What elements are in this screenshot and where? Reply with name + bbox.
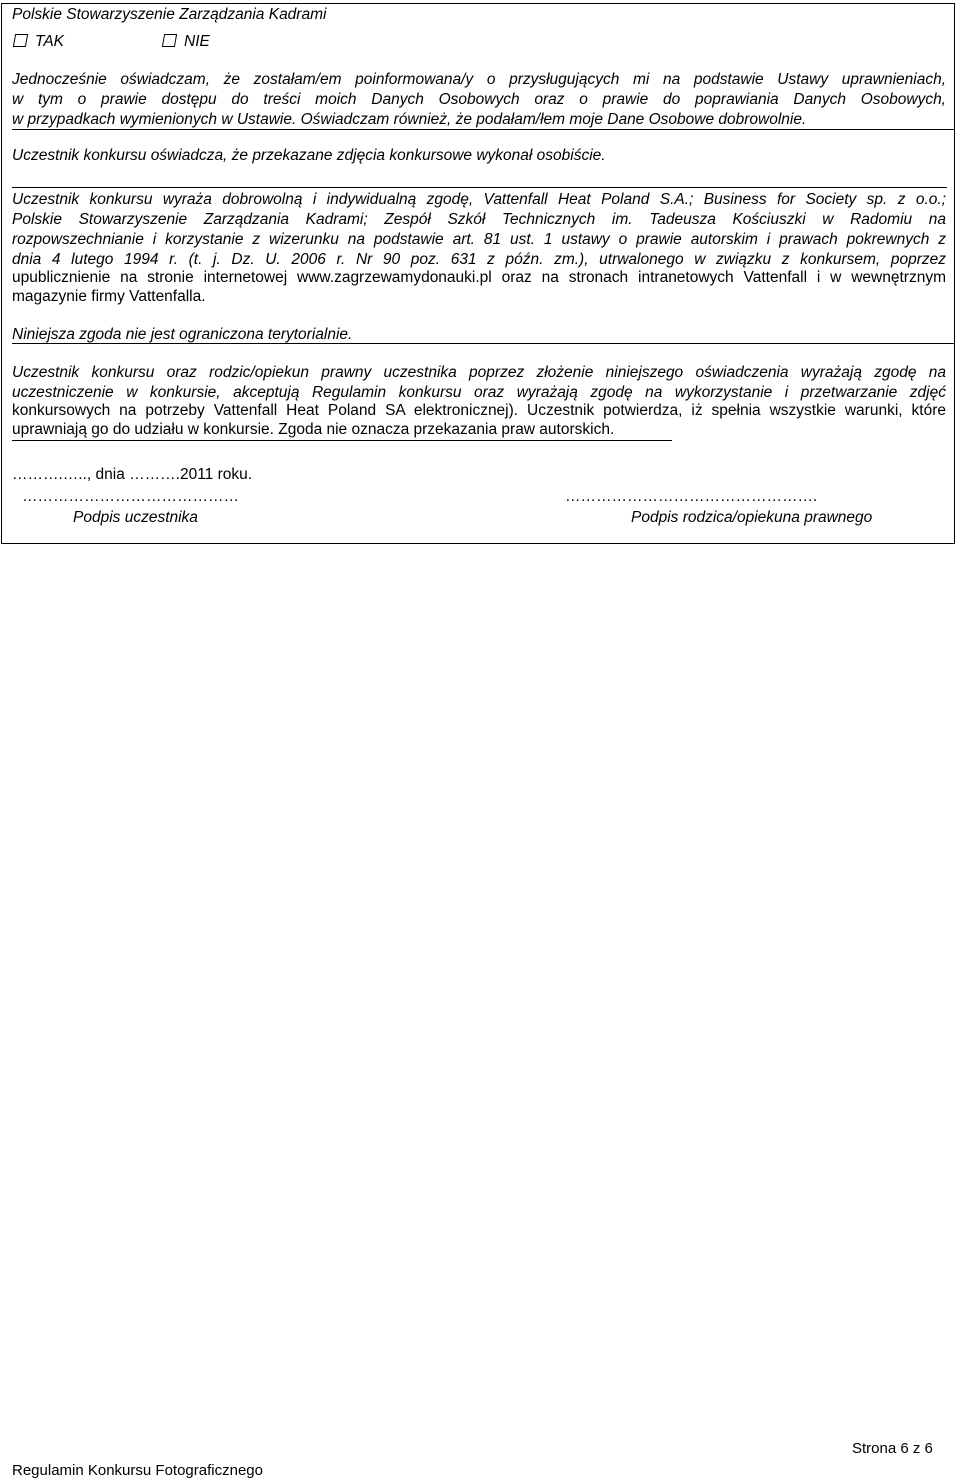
checkbox-icon[interactable] <box>162 34 177 47</box>
checkbox-icon[interactable] <box>13 34 28 47</box>
option-yes-label: TAK <box>35 33 64 50</box>
consent-line-5: upublicznienie na stronie internetowej www.zagrzewamydonauki.pl oraz na stronach intranetowych Vattenfall i w wewnętrznym <box>12 269 946 286</box>
option-yes[interactable] <box>14 32 64 52</box>
page-number: Strona 6 z 6 <box>852 1440 933 1457</box>
privacy-line-3: w przypadkach wymienionych w Ustawie. Oświadczam również, że podałam/łem moje Dane Osobowe dobrowolnie. <box>12 111 807 128</box>
participation-line-3: konkursowych na potrzeby Vattenfall Heat Poland SA elektronicznej). Uczestnik potwierdza, iż spełnia wszystkie warunki, które <box>12 402 946 419</box>
participation-line-4: uprawniają go do udziału w konkursie. Zgoda nie oznacza przekazania praw autorskich. <box>12 421 615 438</box>
option-no[interactable] <box>163 32 210 52</box>
date-line: ……….….., dnia ……….2011 roku. <box>12 466 253 483</box>
consent-line-3: rozpowszechnianie i korzystanie z wizerunku na podstawie art. 81 ust. 1 ustawy o prawie autorskim i prawach pokrewnych z <box>12 231 946 248</box>
privacy-line-1: Jednocześnie oświadczam, że zostałam/em poinformowana/y o przysługujących mi na podstawie Ustawy uprawnieniach, <box>12 71 946 88</box>
participant-signature-label: Podpis uczestnika <box>73 509 198 526</box>
participation-line-2: uczestniczenie w konkursie, akceptują Regulamin konkursu oraz wyrażają zgodę na wykorzystanie i przetwarzanie zdjęć <box>12 384 946 401</box>
privacy-line-2: w tym o prawie dostępu do treści moich Danych Osobowych oraz o prawie do poprawiania Danych Osobowych, <box>12 91 946 108</box>
divider-line <box>12 440 672 441</box>
authorship-statement: Uczestnik konkursu oświadcza, że przekazane zdjęcia konkursowe wykonał osobiście. <box>12 147 606 164</box>
guardian-signature-line: …………………………………………. <box>565 488 818 505</box>
organization-header: Polskie Stowarzyszenie Zarządzania Kadrami <box>12 6 327 23</box>
guardian-signature-label: Podpis rodzica/opiekuna prawnego <box>631 509 873 526</box>
participation-line-1: Uczestnik konkursu oraz rodzic/opiekun prawny uczestnika poprzez złożenie niniejszego oświadczenia wyrażają zgodę na <box>12 364 946 381</box>
consent-line-1: Uczestnik konkursu wyraża dobrowolną i indywidualną zgodę, Vattenfall Heat Poland S.A.; Business for Society sp. z o.o.; <box>12 191 946 208</box>
consent-line-4: dnia 4 lutego 1994 r. (t. j. Dz. U. 2006 r. Nr 90 poz. 631 z późn. zm.), utrwalonego w związku z konkursem, poprzez <box>12 251 946 268</box>
option-no-label: NIE <box>184 33 210 50</box>
footer-document-title: Regulamin Konkursu Fotograficznego <box>12 1462 263 1479</box>
divider-line <box>12 343 955 344</box>
divider-line <box>12 187 947 188</box>
consent-line-6: magazynie firmy Vattenfalla. <box>12 288 206 305</box>
consent-line-2: Polskie Stowarzyszenie Zarządzania Kadrami; Zespół Szkół Technicznych im. Tadeusza Kościuszki w Radomiu na <box>12 211 946 228</box>
participant-signature-line: …………………………………… <box>22 488 239 505</box>
divider-line <box>12 129 955 130</box>
territory-statement: Niniejsza zgoda nie jest ograniczona terytorialnie. <box>12 326 353 343</box>
